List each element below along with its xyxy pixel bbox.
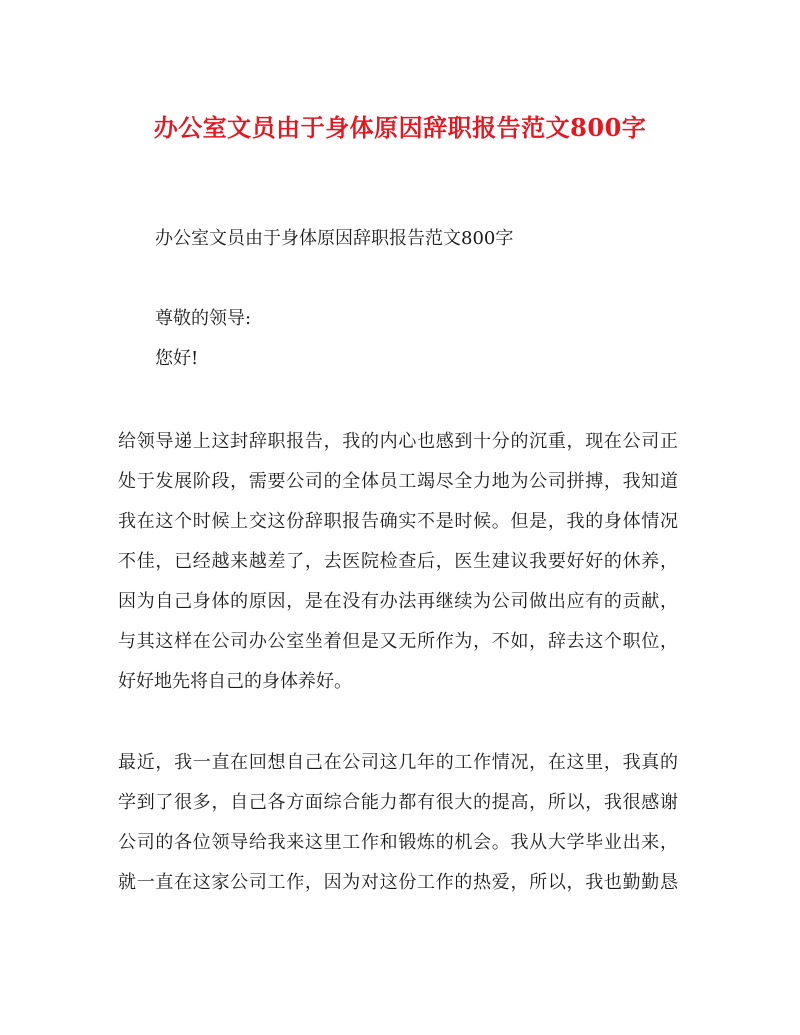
salutation: 尊敬的领导: xyxy=(155,308,252,329)
document-subtitle: 办公室文员由于身体原因辞职报告范文800字 xyxy=(155,228,514,249)
paragraph-line: 处于发展阶段，需要公司的全体员工竭尽全力地为公司拼搏，我知道 xyxy=(118,471,678,492)
paragraph-line: 公司的各位领导给我来这里工作和锻炼的机会。我从大学毕业出来， xyxy=(118,832,678,853)
paragraph-line: 与其这样在公司办公室坐着但是又无所作为，不如，辞去这个职位， xyxy=(118,631,678,652)
paragraph-line: 就一直在这家公司工作，因为对这份工作的热爱，所以，我也勤勤恳 xyxy=(118,872,678,893)
paragraph-line: 好好地先将自己的身体养好。 xyxy=(118,671,352,692)
paragraph-line: 我在这个时候上交这份辞职报告确实不是时候。但是，我的身体情况 xyxy=(118,511,678,532)
paragraph-line: 学到了很多，自己各方面综合能力都有很大的提高，所以，我很感谢 xyxy=(118,792,678,813)
document-title: 办公室文员由于身体原因辞职报告范文800字 xyxy=(153,113,647,142)
paragraph-line: 最近，我一直在回想自己在公司这几年的工作情况，在这里，我真的 xyxy=(118,752,678,773)
paragraph-line: 给领导递上这封辞职报告，我的内心也感到十分的沉重，现在公司正 xyxy=(118,431,678,452)
paragraph-line: 不佳，已经越来越差了，去医院检查后，医生建议我要好好的休养， xyxy=(118,551,678,572)
paragraph-line: 因为自己身体的原因，是在没有办法再继续为公司做出应有的贡献， xyxy=(118,591,678,612)
paragraph-2 xyxy=(118,743,678,903)
greeting: 您好! xyxy=(155,348,199,369)
paragraph-1 xyxy=(118,422,678,702)
